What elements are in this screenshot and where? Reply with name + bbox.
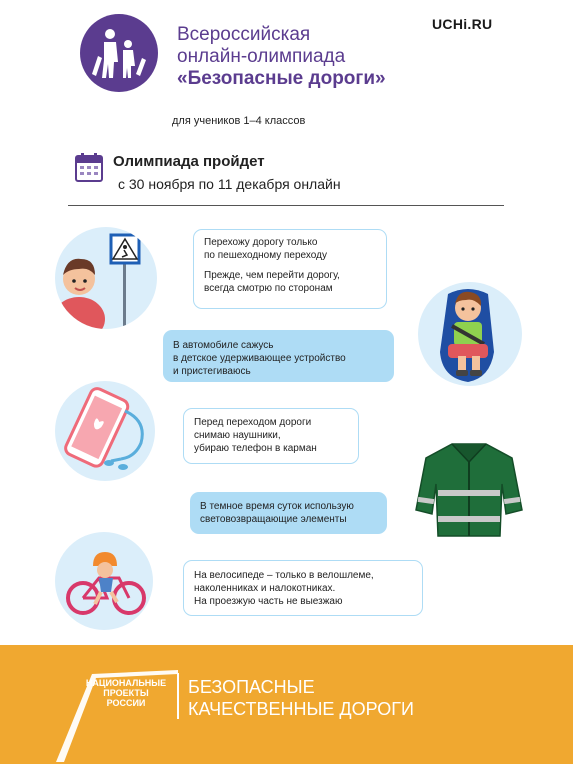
child-car-seat-icon (418, 282, 522, 386)
rule-bubble-bicycle (183, 560, 423, 616)
rule-text: световозвращающие элементы (200, 514, 347, 525)
calendar-icon (75, 152, 103, 182)
footer-divider (177, 673, 179, 719)
reflective-jacket-icon (414, 440, 524, 538)
rule-text: Перед переходом дороги (194, 417, 312, 428)
smartphone-headphones-icon (55, 381, 155, 481)
national-projects-label (84, 678, 168, 708)
rule-text: в детское удерживающее устройство (173, 353, 346, 364)
rule-text: В автомобиле сажусь (173, 340, 274, 351)
np-line: НАЦИОНАЛЬНЫЕ (85, 678, 167, 688)
footer-title-line-1: БЕЗОПАСНЫЕ (188, 677, 315, 697)
pedestrians-logo-icon (80, 14, 158, 92)
rule-text: и пристегиваюсь (173, 366, 251, 377)
rule-text: снимаю наушники, (194, 430, 281, 441)
rule-bubble-crossing (193, 229, 387, 309)
rule-text: всегда смотрю по сторонам (204, 283, 333, 294)
footer-title-line-2: КАЧЕСТВЕННЫЕ ДОРОГИ (188, 699, 414, 719)
rule-text: Прежде, чем перейти дорогу, (204, 270, 340, 281)
np-line: ПРОЕКТЫ (103, 688, 149, 698)
rule-text: В темное время суток использую (200, 501, 354, 512)
rule-bubble-headphones (183, 408, 359, 464)
rule-bubble-reflective (190, 492, 387, 534)
page-title (177, 24, 386, 90)
footer-title (188, 676, 414, 720)
cyclist-icon (55, 532, 153, 630)
np-line: РОССИИ (106, 698, 146, 708)
rule-text: На проезжую часть не выезжаю (194, 596, 343, 607)
title-line-2: онлайн-олимпиада (177, 46, 346, 67)
title-line-1: Всероссийская (177, 24, 311, 45)
divider (68, 205, 504, 206)
olympiad-heading: Олимпиада пройдет (113, 153, 265, 170)
rule-text: наколенниках и налокотниках. (194, 583, 336, 594)
title-line-3: «Безопасные дороги» (177, 68, 386, 89)
rule-text: по пешеходному переходу (204, 250, 327, 261)
rule-text: Перехожу дорогу только (204, 237, 318, 248)
brand-logo[interactable]: UCHi.RU (432, 16, 493, 32)
rule-bubble-car-seat (163, 330, 394, 382)
olympiad-dates: с 30 ноября по 11 декабря онлайн (118, 176, 341, 192)
rule-text: убираю телефон в карман (194, 443, 317, 454)
grade-subtitle: для учеников 1–4 классов (172, 115, 306, 127)
rule-text: На велосипеде – только в велошлеме, (194, 570, 374, 581)
pedestrian-sign-icon (55, 227, 157, 329)
